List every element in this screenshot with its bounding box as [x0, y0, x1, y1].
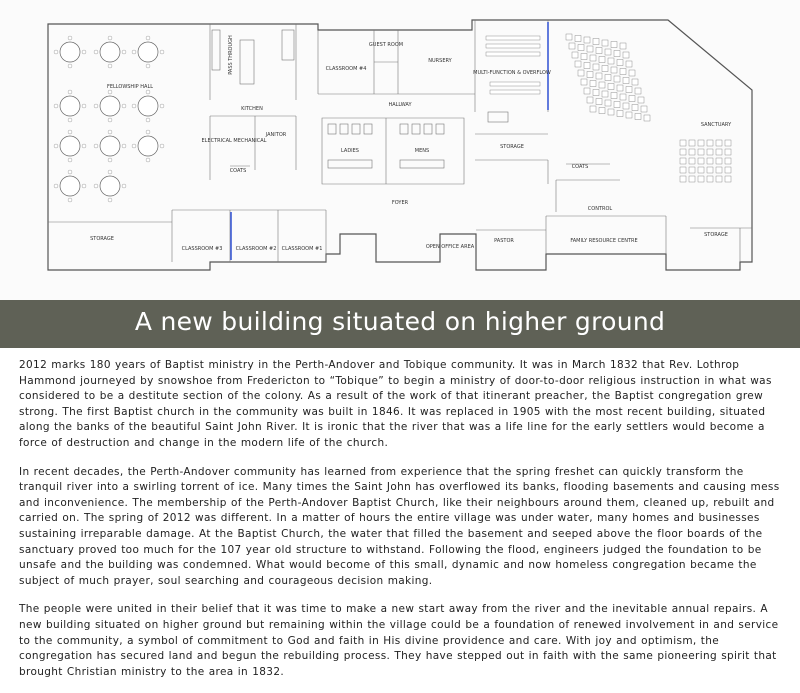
sanctuary-seat	[725, 167, 731, 173]
article-paragraph: 2012 marks 180 years of Baptist ministry in the Perth-Andover and Tobique community. It was in March 1832 that Rev. Lothrop Hammond journeyed by snowshoe from Fredericton to “Tobique” to begin a ministry of door-to-door religious instruction in what was considered to be a destitute section of the colony. As a result of the work of that itinerant preacher, the Baptist congregation grew strong. The first Baptist church in the community was built in 1846. It was replaced in 1905 with the most recent building, situated along the banks of the beautiful Saint John River. It is ironic that the river that was a life line for the early settlers would become a force of destruction and change in the modern life of the church.	[19, 359, 772, 449]
sanctuary-seat	[698, 140, 704, 146]
sanctuary-seat	[689, 176, 695, 182]
sanctuary-seat	[617, 111, 623, 117]
sanctuary-seat	[605, 100, 611, 106]
sanctuary-seat	[566, 34, 572, 40]
label-family-resource: FAMILY RESOURCE CENTRE	[570, 238, 638, 244]
sanctuary-seat	[614, 76, 620, 82]
sanctuary-seat	[599, 82, 605, 88]
label-guest-room: GUEST ROOM	[368, 42, 404, 48]
sanctuary-seat	[716, 140, 722, 146]
label-open-office: OPEN OFFICE AREA	[425, 244, 475, 250]
sanctuary-seat	[611, 93, 617, 99]
label-foyer: FOYER	[391, 200, 409, 206]
sanctuary-seat	[587, 97, 593, 103]
sanctuary-seat	[689, 149, 695, 155]
sanctuary-seat	[707, 140, 713, 146]
sanctuary-seat	[632, 79, 638, 85]
label-control: CONTROL	[587, 206, 613, 212]
sanctuary-seating	[566, 34, 731, 182]
sanctuary-seat	[611, 42, 617, 48]
overflow-seating	[486, 36, 540, 94]
sanctuary-seat	[626, 61, 632, 67]
sanctuary-seat	[698, 167, 704, 173]
sanctuary-seat	[605, 75, 611, 81]
sanctuary-seat	[611, 67, 617, 73]
sanctuary-seat	[623, 78, 629, 84]
label-storage-mid: STORAGE	[500, 144, 524, 150]
label-janitor: JANITOR	[265, 132, 287, 138]
label-storage-right: STORAGE	[704, 232, 728, 238]
banner-title: A new building situated on higher ground	[134, 307, 666, 336]
sanctuary-seat	[578, 45, 584, 51]
sanctuary-seat	[716, 158, 722, 164]
sanctuary-seat	[593, 90, 599, 96]
sanctuary-seat	[578, 70, 584, 76]
sanctuary-seat	[689, 167, 695, 173]
sanctuary-seat	[575, 61, 581, 67]
sanctuary-seat	[716, 176, 722, 182]
sanctuary-seat	[698, 158, 704, 164]
sanctuary-seat	[707, 167, 713, 173]
sanctuary-seat	[626, 112, 632, 118]
sanctuary-seat	[590, 81, 596, 87]
sanctuary-seat	[602, 66, 608, 72]
label-classroom-4: CLASSROOM #4	[325, 66, 367, 72]
sanctuary-seat	[623, 52, 629, 58]
sanctuary-seat	[680, 140, 686, 146]
sanctuary-seat	[596, 73, 602, 79]
sanctuary-seat	[584, 37, 590, 43]
label-electrical: ELECTRICAL MECHANICAL	[201, 138, 267, 144]
label-pastor: PASTOR	[494, 238, 514, 244]
sanctuary-seat	[629, 70, 635, 76]
sanctuary-seat	[629, 96, 635, 102]
sanctuary-seat	[602, 40, 608, 46]
section-banner	[0, 300, 800, 348]
sanctuary-seat	[641, 106, 647, 112]
sanctuary-seat	[608, 84, 614, 90]
sanctuary-seat	[605, 49, 611, 55]
article-body	[19, 358, 787, 693]
label-pass-through: PASS THROUGH	[228, 35, 234, 75]
label-kitchen: KITCHEN	[241, 106, 263, 112]
sanctuary-seat	[617, 85, 623, 91]
sanctuary-seat	[587, 46, 593, 52]
sanctuary-seat	[698, 149, 704, 155]
sanctuary-seat	[635, 114, 641, 120]
sanctuary-seat	[575, 36, 581, 42]
sanctuary-seat	[596, 48, 602, 54]
label-classroom-2: CLASSROOM #2	[235, 246, 277, 252]
sanctuary-seat	[599, 108, 605, 114]
sanctuary-seat	[680, 176, 686, 182]
sanctuary-seat	[623, 103, 629, 109]
sanctuary-seat	[581, 79, 587, 85]
sanctuary-seat	[698, 176, 704, 182]
label-multi-function: MULTI-FUNCTION & OVERFLOW	[473, 70, 551, 76]
sanctuary-seat	[590, 55, 596, 61]
sanctuary-seat	[617, 60, 623, 66]
sanctuary-seat	[626, 87, 632, 93]
label-classroom-1: CLASSROOM #1	[281, 246, 323, 252]
sanctuary-seat	[635, 88, 641, 94]
label-ladies: LADIES	[341, 148, 359, 154]
sanctuary-seat	[680, 158, 686, 164]
sanctuary-seat	[596, 99, 602, 105]
label-coats-right: COATS	[571, 164, 589, 170]
sanctuary-seat	[599, 57, 605, 63]
sanctuary-seat	[680, 149, 686, 155]
sanctuary-seat	[569, 43, 575, 49]
label-classroom-3: CLASSROOM #3	[181, 246, 223, 252]
sanctuary-seat	[584, 88, 590, 94]
floor-plan	[0, 0, 800, 300]
sanctuary-seat	[572, 52, 578, 58]
sanctuary-seat	[725, 149, 731, 155]
floor-plan-drawing	[0, 0, 800, 300]
label-hallway: HALLWAY	[388, 102, 412, 108]
sanctuary-seat	[707, 176, 713, 182]
sanctuary-seat	[644, 115, 650, 121]
label-storage-left: STORAGE	[90, 236, 114, 242]
article-paragraph: The people were united in their belief that it was time to make a new start away from the river and the inevitable annual repairs. A new building situated on higher ground but remaining within the village could be a foundation of renewed involvement in and service to the community, a symbol of commitment to God and faith in His divine providence and care. With joy and optimism, the congregation has secured land and begun the rebuilding process. They have stepped out in faith with the same pioneering spirit that brought Christian ministry to the area in 1832.	[19, 603, 779, 678]
sanctuary-seat	[593, 39, 599, 45]
sanctuary-seat	[638, 97, 644, 103]
sanctuary-seat	[707, 158, 713, 164]
label-coats-left: COATS	[229, 168, 247, 174]
sanctuary-seat	[614, 51, 620, 57]
sanctuary-seat	[725, 158, 731, 164]
sanctuary-seat	[620, 69, 626, 75]
sanctuary-seat	[593, 64, 599, 70]
fellowship-tables	[54, 36, 164, 202]
sanctuary-seat	[614, 102, 620, 108]
sanctuary-seat	[587, 72, 593, 78]
article-paragraph: In recent decades, the Perth-Andover community has learned from experience that the spring freshet can quickly transform the tranquil river into a swirling torrent of ice. Many times the Saint John has overflowed its banks, flooding basements and causing mess and inconvenience. The membership of the Perth-Andover Baptist Church, like their neighbours around them, cleaned up, rebuilt and carried on. The spring of 2012 was different. In a matter of hours the entire village was under water, many homes and businesses sustaining irreparable damage. At the Baptist Church, the water that filled the basement and seeped above the floor boards of the sanctuary proved too much for the 107 year old structure to withstand. Following the flood, engineers judged the foundation to be unsafe and the building was condemned. What would become of this small, dynamic and now homeless congregation became the subject of much prayer, soul searching and courageous decision making.	[19, 465, 780, 587]
sanctuary-seat	[620, 43, 626, 49]
sanctuary-seat	[632, 105, 638, 111]
sanctuary-seat	[716, 149, 722, 155]
sanctuary-seat	[689, 158, 695, 164]
label-sanctuary: SANCTUARY	[700, 122, 732, 128]
sanctuary-seat	[608, 58, 614, 64]
sanctuary-seat	[725, 176, 731, 182]
sanctuary-seat	[590, 106, 596, 112]
sanctuary-seat	[620, 94, 626, 100]
label-fellowship-hall: FELLOWSHIP HALL	[106, 84, 154, 90]
label-mens: MENS	[414, 148, 430, 154]
sanctuary-seat	[608, 109, 614, 115]
sanctuary-seat	[584, 63, 590, 69]
sanctuary-seat	[602, 91, 608, 97]
sanctuary-seat	[707, 149, 713, 155]
sanctuary-seat	[689, 140, 695, 146]
sanctuary-seat	[581, 54, 587, 60]
label-nursery: NURSERY	[428, 58, 452, 64]
sanctuary-seat	[680, 167, 686, 173]
sanctuary-seat	[716, 167, 722, 173]
sanctuary-seat	[725, 140, 731, 146]
